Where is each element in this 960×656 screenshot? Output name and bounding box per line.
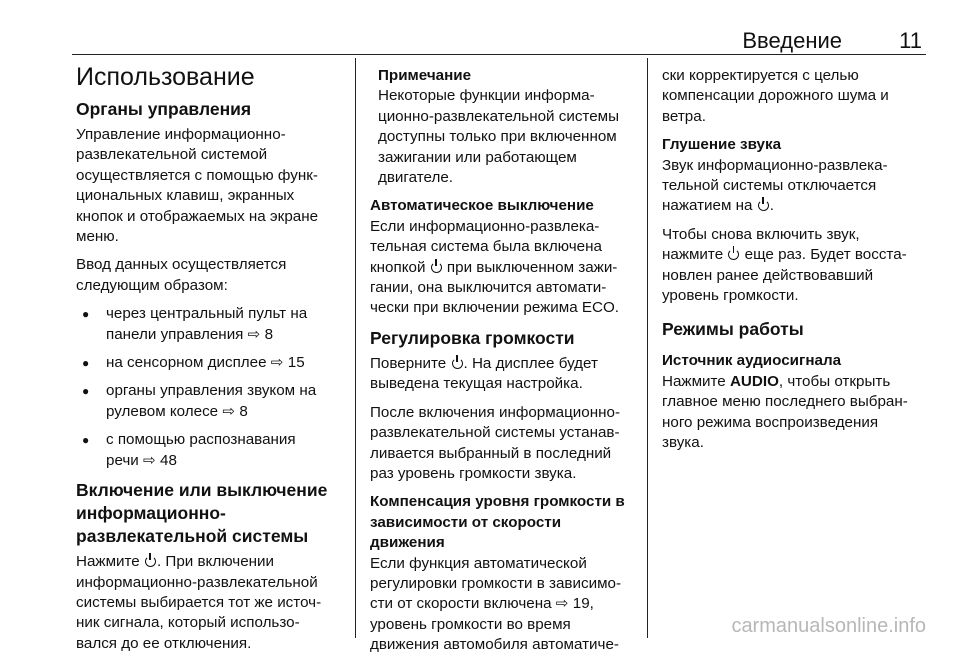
power-knob-icon bbox=[728, 249, 739, 260]
note-paragraph: Некоторые функции информа- ционно-развлекательной системы доступны только при включенном зажигании или работающем двигателе. bbox=[378, 87, 620, 187]
audio-source-heading: Источник аудиосигнала bbox=[662, 352, 842, 370]
header-rule bbox=[72, 54, 926, 55]
column-divider-1 bbox=[355, 58, 356, 638]
continued-paragraph: ски корректируется с целью компенсации дорожного шума и ветра. bbox=[662, 67, 889, 125]
column-1 bbox=[76, 60, 348, 654]
page-ref[interactable]: 48 bbox=[160, 451, 177, 469]
list-item: ● на сенсорном дисплее ⇨ 15 bbox=[76, 353, 348, 373]
auto-off-heading: Автоматическое выключение bbox=[370, 197, 594, 215]
page-ref-arrow-icon: ⇨ bbox=[247, 325, 261, 343]
page-ref[interactable]: 8 bbox=[264, 325, 274, 343]
speed-compensation-paragraph: Если функция автоматической регулировки громкости в зависимо- сти от скорости включена ⇨ 19, уровень громкости во время движения автомобиля автоматиче- bbox=[370, 554, 622, 654]
page-ref-arrow-icon: ⇨ bbox=[270, 354, 284, 372]
column-3 bbox=[662, 66, 928, 454]
note-block bbox=[370, 66, 634, 188]
audio-source-paragraph: Нажмите AUDIO, чтобы открыть главное меню последнего выбран- ного режима воспроизведения звука. bbox=[662, 372, 908, 452]
mute-heading: Глушение звука bbox=[662, 136, 782, 154]
power-knob-icon bbox=[431, 262, 442, 273]
column-divider-2 bbox=[647, 58, 648, 638]
page-ref-arrow-icon: ⇨ bbox=[555, 595, 569, 613]
list-item: ● через центральный пульт на панели управления ⇨ 8 bbox=[76, 304, 348, 345]
on-off-paragraph: Нажмите . При включении информационно-развлекательной системы выбирается тот же источ- ник сигнала, который использо- вался до ее отключения. bbox=[76, 553, 322, 652]
page-ref[interactable]: 15 bbox=[287, 354, 305, 372]
controls-paragraph: Управление информационно- развлекательной системой осуществляется с помощью функ- циональных клавиш, экранных кнопок и отображаемых на экране меню. bbox=[76, 126, 319, 246]
power-knob-icon bbox=[758, 200, 769, 211]
speed-compensation-heading: Компенсация уровня громкости в зависимости от скорости движения bbox=[370, 493, 625, 552]
column-2 bbox=[370, 66, 634, 656]
on-off-heading: Включение или выключение информационно- развлекательной системы bbox=[76, 480, 328, 547]
modes-heading: Режимы работы bbox=[662, 319, 804, 340]
watermark: carmanualsonline.info bbox=[731, 615, 926, 637]
page-ref[interactable]: 19, bbox=[572, 595, 594, 613]
volume-paragraph: Поверните . На дисплее будет выведена текущая настройка. bbox=[370, 354, 598, 393]
page-ref-arrow-icon: ⇨ bbox=[222, 402, 236, 420]
unmute-paragraph: Чтобы снова включить звук, нажмите еще раз. Будет восста- новлен ранее действовавший уровень громкости. bbox=[662, 225, 907, 305]
mute-paragraph: Звук информационно-развлека- тельной системы отключается нажатием на . bbox=[662, 156, 888, 215]
volume-knob-icon bbox=[452, 358, 463, 369]
page-ref[interactable]: 8 bbox=[239, 402, 248, 420]
controls-heading: Органы управления bbox=[76, 99, 252, 119]
power-knob-icon bbox=[145, 556, 156, 567]
volume-restore-paragraph: После включения информационно- развлекательной системы устанав- ливается выбранный в последний раз уровень громкости звука. bbox=[370, 403, 621, 482]
page-ref-arrow-icon: ⇨ bbox=[143, 451, 156, 469]
list-item: ● с помощью распознавания речи ⇨ 48 bbox=[76, 430, 348, 471]
input-methods-list bbox=[76, 304, 348, 471]
running-header-title: Введение bbox=[742, 28, 842, 53]
input-paragraph: Ввод данных осуществляется следующим образом: bbox=[76, 256, 287, 294]
volume-heading: Регулировка громкости bbox=[370, 327, 575, 348]
note-heading: Примечание bbox=[378, 67, 472, 84]
page-number: 11 bbox=[899, 28, 922, 53]
auto-off-paragraph: Если информационно-развлека- тельная система была включена кнопкой при выключенном зажи- гании, она выключится автомати- чески при включении режима ECO. bbox=[370, 217, 620, 317]
audio-key-label: AUDIO bbox=[729, 372, 779, 390]
section-title: Использование bbox=[76, 63, 255, 91]
list-item: ● органы управления звуком на рулевом колесе ⇨ 8 bbox=[76, 381, 348, 422]
